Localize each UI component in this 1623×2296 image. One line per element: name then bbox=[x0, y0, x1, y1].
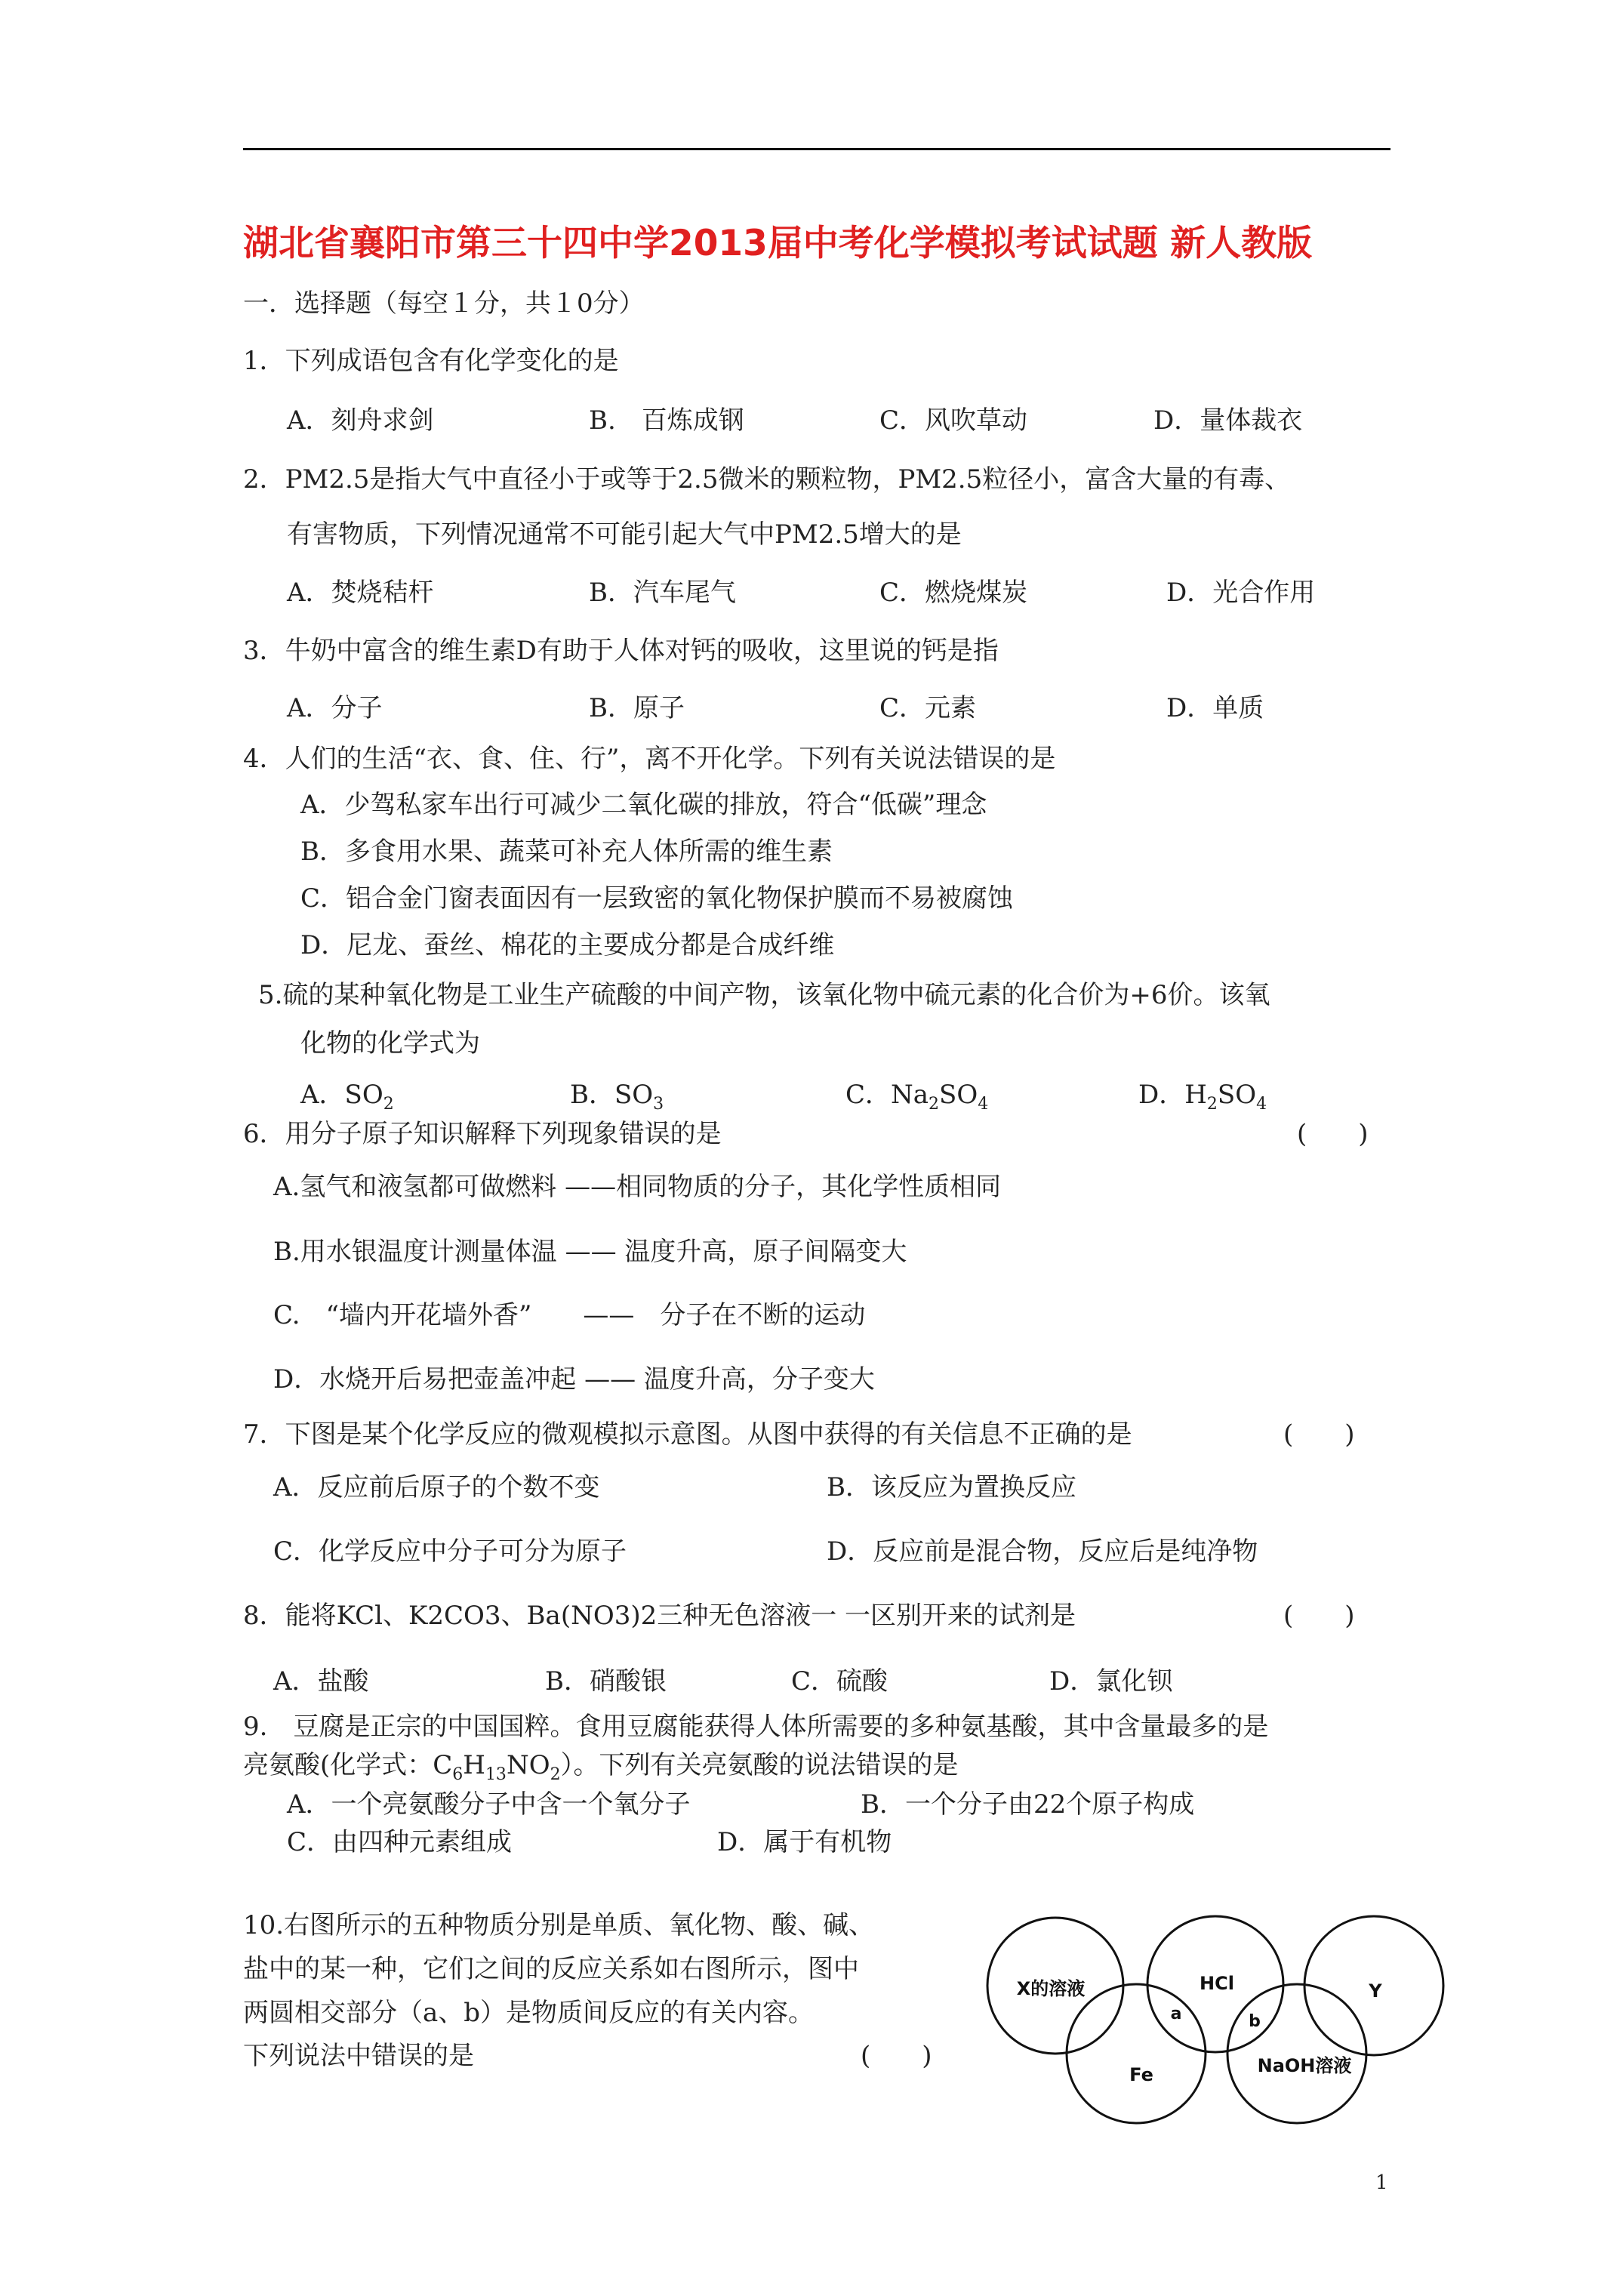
section-heading: 一．选择题（每空１分，共１0分） bbox=[243, 288, 645, 319]
q4-stem: 4．人们的生活“衣、食、住、行”，离不开化学。下列有关说法错误的是 bbox=[243, 744, 1056, 774]
q7-option-b: B．该反应为置换反应 bbox=[827, 1472, 1076, 1502]
q4-option-b: B．多食用水果、蔬菜可补充人体所需的维生素 bbox=[300, 837, 833, 867]
q6-stem: 6．用分子原子知识解释下列现象错误的是 bbox=[243, 1119, 722, 1149]
q10-line-1: 10.右图所示的五种物质分别是单质、氧化物、酸、碱、 bbox=[243, 1910, 875, 1940]
q5-option-b: B．$SO_3$ bbox=[570, 1080, 664, 1114]
q1-option-b: B. 百炼成钢 bbox=[589, 405, 744, 436]
page-number: 1 bbox=[1375, 2171, 1388, 2194]
q7-option-a: A．反应前后原子的个数不变 bbox=[273, 1472, 600, 1502]
q8-option-b: B．硝酸银 bbox=[545, 1666, 667, 1697]
q5-option-a: A．$SO_2$ bbox=[300, 1080, 394, 1114]
label-intersection-b: b bbox=[1249, 2012, 1261, 2031]
q4-option-c: C．铝合金门窗表面因有一层致密的氧化物保护膜而不易被腐蚀 bbox=[300, 883, 1014, 914]
q9-option-b: B．一个分子由22个原子构成 bbox=[861, 1789, 1195, 1820]
q8-option-d: D．氯化钡 bbox=[1049, 1666, 1173, 1697]
q5-stem-2: 化物的化学式为 bbox=[300, 1028, 480, 1059]
q1-option-d: D．量体裁衣 bbox=[1153, 405, 1303, 436]
q10-line-4: 下列说法中错误的是 bbox=[243, 2041, 474, 2071]
q7-answer-paren: ( ) bbox=[1283, 1419, 1355, 1450]
q1-option-c: C．风吹草动 bbox=[879, 405, 1028, 436]
q6-option-d: D．水烧开后易把壶盖冲起 —— 温度升高，分子变大 bbox=[273, 1364, 875, 1395]
q10-line-2: 盐中的某一种，它们之间的反应关系如右图所示，图中 bbox=[243, 1954, 859, 1984]
label-fe: Fe bbox=[1129, 2064, 1153, 2085]
q9-option-c: C．由四种元素组成 bbox=[287, 1827, 513, 1857]
document-title: 湖北省襄阳市第三十四中学2013届中考化学模拟考试试题 新人教版 bbox=[243, 223, 1313, 264]
q10-line-3: 两圆相交部分（a、b）是物质间反应的有关内容。 bbox=[243, 1998, 815, 2028]
q8-option-c: C．硫酸 bbox=[791, 1666, 888, 1697]
q3-option-b: B．原子 bbox=[589, 693, 685, 723]
q9-option-d: D．属于有机物 bbox=[717, 1827, 892, 1857]
q9-option-a: A．一个亮氨酸分子中含一个氧分子 bbox=[287, 1789, 691, 1820]
q6-option-a: A.氢气和液氢都可做燃料 ——相同物质的分子，其化学性质相同 bbox=[273, 1172, 1002, 1202]
label-intersection-a: a bbox=[1170, 2005, 1182, 2023]
q3-option-d: D．单质 bbox=[1166, 693, 1264, 723]
q8-stem: 8．能将KCl、K2CO3、Ba(NO3)2三种无色溶液一 一区别开来的试剂是 bbox=[243, 1601, 1076, 1631]
reaction-circles-diagram bbox=[981, 1903, 1457, 2129]
q6-option-c: C. “墙内开花墙外香” —— 分子在不断的运动 bbox=[273, 1300, 866, 1330]
q2-stem-2: 有害物质，下列情况通常不可能引起大气中PM2.5增大的是 bbox=[287, 519, 962, 550]
q3-stem: 3．牛奶中富含的维生素D有助于人体对钙的吸收，这里说的钙是指 bbox=[243, 636, 999, 666]
q1-stem: 1．下列成语包含有化学变化的是 bbox=[243, 346, 619, 376]
q3-option-c: C．元素 bbox=[879, 693, 977, 723]
label-naoh-solution: NaOH溶液 bbox=[1257, 2055, 1352, 2076]
q9-stem-1: 9. 豆腐是正宗的中国国粹。食用豆腐能获得人体所需要的多种氨基酸，其中含量最多的是 bbox=[243, 1712, 1269, 1742]
q2-option-d: D．光合作用 bbox=[1166, 578, 1316, 608]
q4-option-d: D．尼龙、蚕丝、棉花的主要成分都是合成纤维 bbox=[300, 930, 835, 960]
q5-stem-1: 5.硫的某种氧化物是工业生产硫酸的中间产物，该氧化物中硫元素的化合价为+6价。该氧 bbox=[258, 980, 1270, 1010]
label-y: Y bbox=[1369, 1980, 1382, 2002]
q8-answer-paren: ( ) bbox=[1283, 1601, 1355, 1631]
q3-option-a: A．分子 bbox=[287, 693, 383, 723]
q8-option-a: A．盐酸 bbox=[273, 1666, 369, 1697]
q7-option-d: D．反应前是混合物，反应后是纯净物 bbox=[827, 1536, 1258, 1567]
label-hcl: HCl bbox=[1200, 1973, 1234, 1994]
q5-option-c: C．$Na_2SO_4$ bbox=[845, 1080, 989, 1114]
q2-option-a: A．焚烧秸杆 bbox=[287, 578, 434, 608]
q7-stem: 7．下图是某个化学反应的微观模拟示意图。从图中获得的有关信息不正确的是 bbox=[243, 1419, 1132, 1450]
q2-option-c: C．燃烧煤炭 bbox=[879, 578, 1028, 608]
q7-option-c: C．化学反应中分子可分为原子 bbox=[273, 1536, 627, 1567]
q1-option-a: A．刻舟求剑 bbox=[287, 405, 434, 436]
q2-stem-1: 2．PM2.5是指大气中直径小于或等于2.5微米的颗粒物，PM2.5粒径小，富含大量的有毒、 bbox=[243, 464, 1291, 495]
q6-option-b: B.用水银温度计测量体温 —— 温度升高，原子间隔变大 bbox=[273, 1237, 907, 1267]
circle-fe bbox=[1067, 1984, 1206, 2123]
q5-option-d: D．$H_2SO_4$ bbox=[1138, 1080, 1267, 1114]
header-rule bbox=[243, 148, 1390, 150]
circle-naoh bbox=[1227, 1984, 1366, 2123]
q9-stem-2: 亮氨酸(化学式：$C_6H_{13}NO_2$）。下列有关亮氨酸的说法错误的是 bbox=[243, 1750, 959, 1784]
label-x-solution: X的溶液 bbox=[1016, 1978, 1086, 1999]
q2-option-b: B．汽车尾气 bbox=[589, 578, 736, 608]
q4-option-a: A．少驾私家车出行可减少二氧化碳的排放，符合“低碳”理念 bbox=[300, 790, 987, 820]
q10-answer-paren: ( ) bbox=[861, 2041, 932, 2071]
q6-answer-paren: ( ) bbox=[1297, 1119, 1369, 1149]
